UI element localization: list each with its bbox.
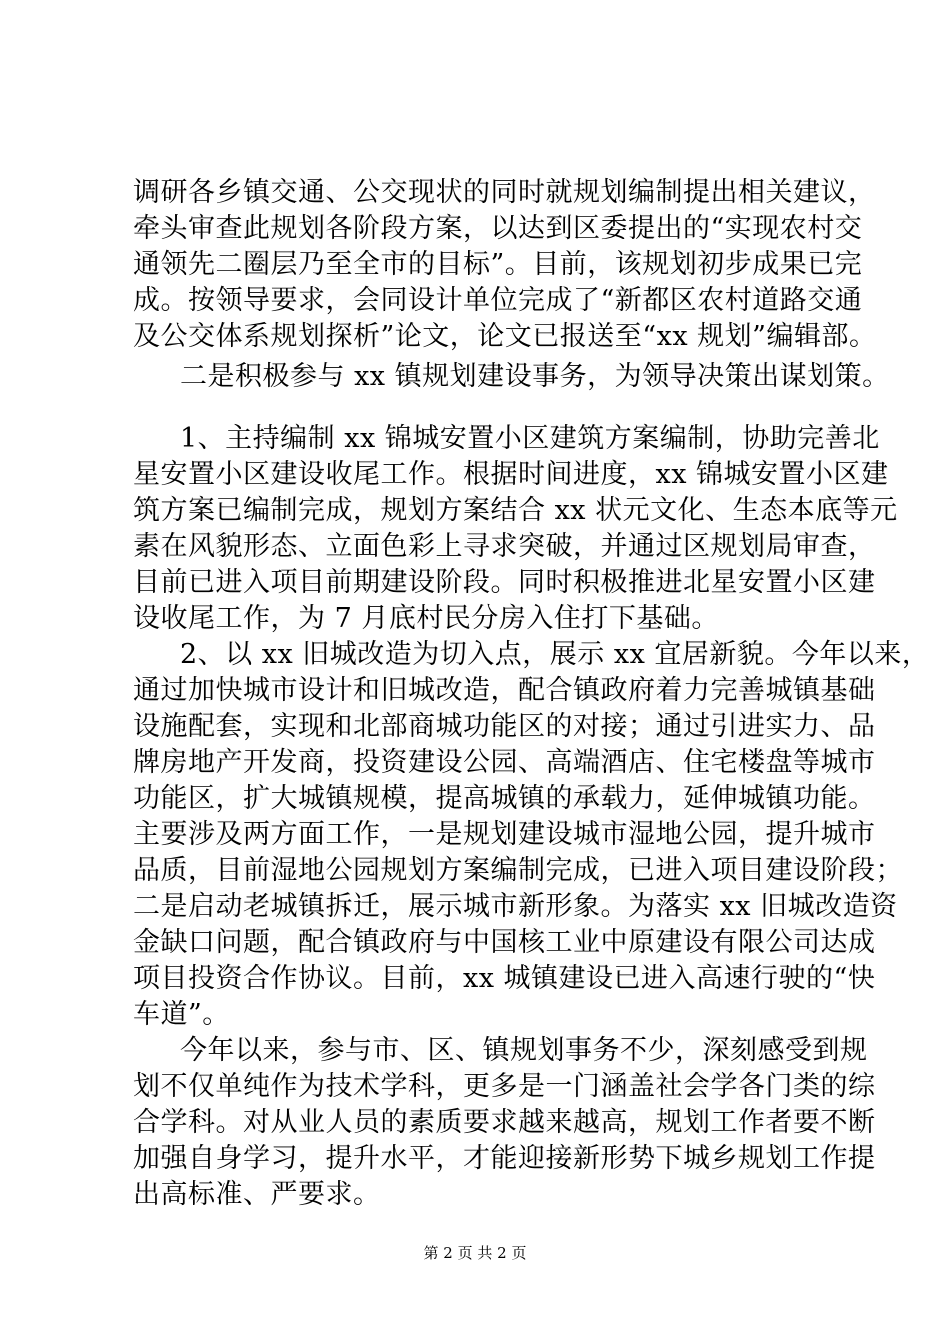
text-line: 金缺口问题，配合镇政府与中国核工业中原建设有限公司达成	[133, 927, 876, 958]
text-line: 合学科。对从业人员的素质要求越来越高，规划工作者要不断	[133, 1107, 876, 1138]
text-line: 车道”。	[133, 999, 230, 1030]
text-line: 牵头审查此规划各阶段方案，以达到区委提出的“实现农村交	[133, 213, 863, 244]
page-footer: 第 2 页 共 2 页	[423, 1244, 527, 1262]
text-line: 项目投资合作协议。目前，xx 城镇建设已进入高速行驶的“快	[133, 963, 876, 994]
text-line: 二是启动老城镇拆迁，展示城市新形象。为落实 xx 旧城改造资	[133, 891, 898, 922]
text-line: 目前已进入项目前期建设阶段。同时积极推进北星安置小区建	[133, 567, 876, 598]
text-line: 筑方案已编制完成，规划方案结合 xx 状元文化、生态本底等元	[133, 495, 898, 526]
text-line: 设施配套，实现和北部商城功能区的对接；通过引进实力、品	[133, 711, 876, 742]
text-line: 1、主持编制 xx 锦城安置小区建筑方案编制，协助完善北	[180, 423, 880, 454]
text-line: 设收尾工作，为 7 月底村民分房入住打下基础。	[133, 603, 719, 634]
text-line: 调研各乡镇交通、公交现状的同时就规划编制提出相关建议，	[133, 177, 876, 208]
text-line: 加强自身学习，提升水平，才能迎接新形势下城乡规划工作提	[133, 1143, 876, 1174]
text-line: 成。按领导要求，会同设计单位完成了“新都区农村道路交通	[133, 285, 863, 316]
text-line: 2、以 xx 旧城改造为切入点，展示 xx 宜居新貌。今年以来，	[180, 639, 930, 670]
text-line: 今年以来，参与市、区、镇规划事务不少，深刻感受到规	[180, 1035, 868, 1066]
text-line: 划不仅单纯作为技术学科，更多是一门涵盖社会学各门类的综	[133, 1071, 876, 1102]
text-line: 通领先二圈层乃至全市的目标”。目前，该规划初步成果已完	[133, 249, 863, 280]
text-line: 素在风貌形态、立面色彩上寻求突破，并通过区规划局审查，	[133, 531, 876, 562]
text-line: 主要涉及两方面工作，一是规划建设城市湿地公园，提升城市	[133, 819, 876, 850]
text-line: 通过加快城市设计和旧城改造，配合镇政府着力完善城镇基础	[133, 675, 876, 706]
text-line: 牌房地产开发商，投资建设公园、高端酒店、住宅楼盘等城市	[133, 747, 876, 778]
text-line: 功能区，扩大城镇规模，提高城镇的承载力，延伸城镇功能。	[133, 783, 876, 814]
text-line: 星安置小区建设收尾工作。根据时间进度，xx 锦城安置小区建	[133, 459, 889, 490]
text-line: 出高标准、严要求。	[133, 1179, 381, 1210]
text-line: 及公交体系规划探析”论文，论文已报送至“xx 规划”编辑部。	[133, 321, 877, 352]
text-line: 品质，目前湿地公园规划方案编制完成，已进入项目建设阶段；	[133, 855, 903, 886]
section-heading: 二是积极参与 xx 镇规划建设事务，为领导决策出谋划策。	[180, 361, 890, 392]
